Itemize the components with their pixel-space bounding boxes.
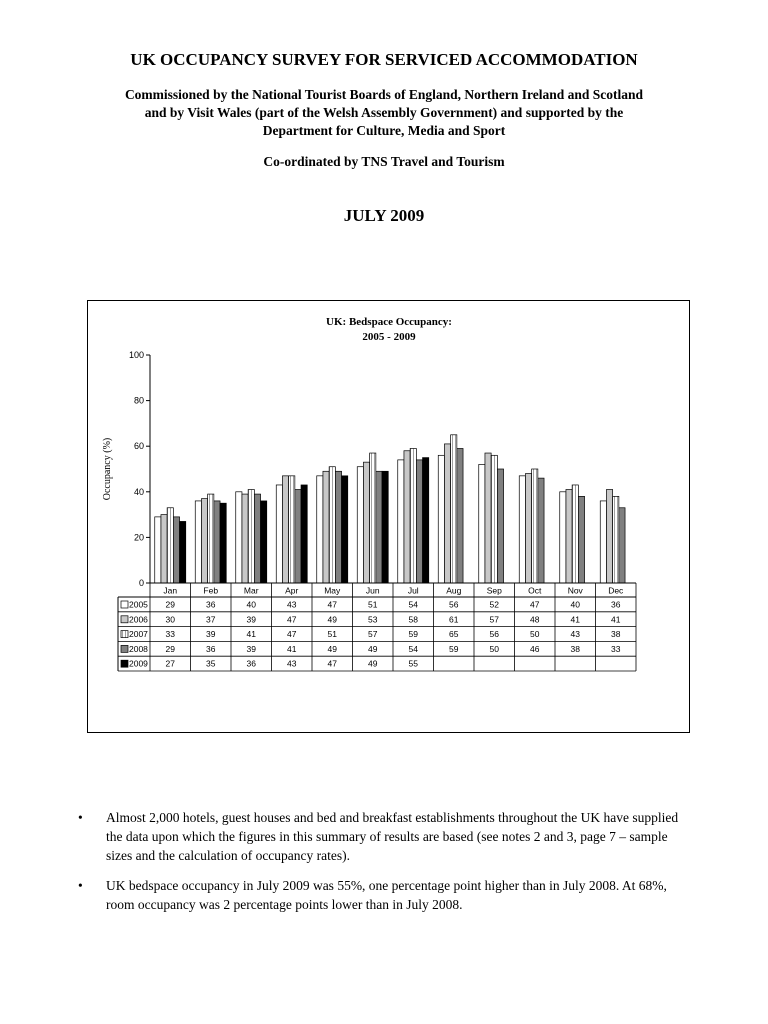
- bar-2007-Oct: [532, 469, 538, 583]
- bullet-marker: •: [78, 878, 83, 893]
- table-cell-value: 61: [449, 614, 459, 625]
- category-label: Mar: [243, 585, 259, 596]
- commissioned-by-text: [60, 86, 708, 140]
- table-cell-value: 36: [206, 643, 216, 654]
- bar-2006-Sep: [485, 453, 491, 583]
- table-cell-value: 43: [570, 629, 580, 640]
- table-cell-value: 51: [368, 599, 378, 610]
- document-title: UK OCCUPANCY SURVEY FOR SERVICED ACCOMMODATION: [130, 50, 638, 69]
- table-cell-value: 46: [530, 643, 540, 654]
- table-cell-value: 47: [327, 658, 337, 669]
- table-cell-value: 65: [449, 629, 459, 640]
- table-cell-value: 43: [287, 599, 297, 610]
- y-tick-label: 80: [133, 395, 144, 406]
- table-cell-value: 56: [489, 629, 499, 640]
- category-label: Feb: [203, 585, 219, 596]
- report-date: JULY 2009: [343, 206, 425, 225]
- commissioned-line: and by Visit Wales (part of the Welsh Assembly Government) and supported by the: [144, 105, 624, 120]
- bar-2007-Apr: [289, 476, 295, 583]
- commissioned-line: Department for Culture, Media and Sport: [262, 123, 506, 138]
- legend-swatch-2005: [121, 601, 128, 608]
- bar-2009-Jul: [423, 458, 429, 583]
- table-cell-value: 36: [611, 599, 621, 610]
- bar-2008-Jul: [416, 460, 422, 583]
- table-cell-value: 48: [530, 614, 540, 625]
- category-label: Nov: [567, 585, 583, 596]
- table-cell-value: 54: [408, 643, 418, 654]
- table-cell-value: 30: [165, 614, 175, 625]
- table-cell-value: 41: [611, 614, 621, 625]
- bar-2007-Jan: [167, 508, 173, 583]
- bar-2008-Dec: [619, 508, 625, 583]
- bar-2005-Aug: [438, 455, 444, 583]
- table-cell-value: 47: [287, 629, 297, 640]
- table-cell-value: 50: [489, 643, 499, 654]
- bullet-item: [78, 876, 693, 914]
- bar-2009-May: [342, 476, 348, 583]
- y-tick-label: 0: [138, 578, 144, 588]
- bar-2005-May: [317, 476, 323, 583]
- bar-2005-Feb: [195, 501, 201, 583]
- bar-2005-Jan: [155, 517, 161, 583]
- category-label: Sep: [486, 585, 502, 596]
- category-label: Aug: [446, 585, 462, 596]
- bar-2008-Sep: [497, 469, 503, 583]
- coordinated-by-text: Co-ordinated by TNS Travel and Tourism: [263, 154, 505, 169]
- y-axis-label: Occupancy (%): [102, 437, 113, 501]
- table-cell-value: 56: [449, 599, 459, 610]
- chart-title-line: 2005 - 2009: [362, 331, 416, 343]
- bar-2006-Nov: [566, 490, 572, 583]
- bar-2005-Nov: [560, 492, 566, 583]
- legend-label: 2007: [129, 629, 148, 640]
- category-label: Oct: [528, 585, 542, 596]
- bedspace-occupancy-chart: [88, 301, 689, 732]
- bar-2008-Jan: [173, 517, 179, 583]
- chart-title-line: UK: Bedspace Occupancy:: [326, 316, 452, 328]
- bar-2006-Dec: [606, 490, 612, 583]
- table-cell-value: 33: [611, 643, 621, 654]
- bar-2008-Nov: [578, 496, 584, 583]
- table-cell-value: 35: [206, 658, 216, 669]
- table-cell-value: 58: [408, 614, 418, 625]
- bar-2009-Apr: [301, 485, 307, 583]
- table-cell-value: 38: [611, 629, 621, 640]
- table-cell-value: 27: [165, 658, 175, 669]
- bar-2007-Mar: [248, 490, 254, 583]
- legend-label: 2008: [129, 643, 148, 654]
- bar-2009-Feb: [220, 503, 226, 583]
- bullet-item: [78, 808, 693, 865]
- table-cell-value: 29: [165, 599, 175, 610]
- bar-2005-Sep: [479, 464, 485, 583]
- table-cell-value: 36: [206, 599, 216, 610]
- y-tick-label: 20: [133, 532, 144, 543]
- bar-2007-Dec: [613, 496, 619, 583]
- bar-2009-Jan: [180, 521, 186, 583]
- bar-2007-Nov: [572, 485, 578, 583]
- table-cell-value: 39: [246, 643, 256, 654]
- bullet-list: [78, 808, 693, 925]
- table-cell-value: 57: [489, 614, 499, 625]
- table-cell-value: 49: [327, 614, 337, 625]
- bar-2006-Jan: [161, 515, 167, 583]
- bullet-marker: •: [78, 810, 83, 825]
- bar-2008-Feb: [214, 501, 220, 583]
- legend-swatch-2007: [121, 631, 128, 638]
- table-cell-value: 52: [489, 599, 499, 610]
- bar-2009-Jun: [382, 471, 388, 583]
- table-cell-value: 47: [530, 599, 540, 610]
- bar-2006-Aug: [444, 444, 450, 583]
- bar-2006-Jun: [363, 462, 369, 583]
- chart-frame: [87, 300, 690, 733]
- bar-2005-Oct: [519, 476, 525, 583]
- bullet-text: Almost 2,000 hotels, guest houses and bed and breakfast establishments throughout the UK have supplied the data upon which the figures in this summary of results are based (see notes 2 and 3, page 7 – sample sizes and the calculation of occupancy rates).: [106, 810, 679, 863]
- bar-2008-Oct: [538, 478, 544, 583]
- bar-2006-Mar: [242, 494, 248, 583]
- table-cell-value: 37: [206, 614, 216, 625]
- commissioned-line: Commissioned by the National Tourist Boards of England, Northern Ireland and Scotland: [124, 87, 644, 102]
- bar-2007-May: [329, 467, 335, 583]
- table-cell-value: 40: [570, 599, 580, 610]
- table-cell-value: 40: [246, 599, 256, 610]
- legend-label: 2006: [129, 614, 148, 625]
- category-label: May: [324, 585, 341, 596]
- table-cell-value: 41: [246, 629, 256, 640]
- bar-2009-Mar: [261, 501, 267, 583]
- bar-2005-Mar: [236, 492, 242, 583]
- table-cell-value: 57: [368, 629, 378, 640]
- table-cell-value: 49: [327, 643, 337, 654]
- table-cell-value: 51: [327, 629, 337, 640]
- bar-2006-Oct: [525, 474, 531, 583]
- y-tick-label: 40: [133, 486, 144, 497]
- table-cell-value: 47: [287, 614, 297, 625]
- legend-swatch-2008: [121, 645, 128, 652]
- table-cell-value: 55: [408, 658, 418, 669]
- table-cell-value: 39: [246, 614, 256, 625]
- category-label: Jul: [407, 585, 419, 596]
- legend-swatch-2006: [121, 616, 128, 623]
- bullet-text: UK bedspace occupancy in July 2009 was 55%, one percentage point higher than in July 2008. At 68%, room occupancy was 2 percentage points lower than in July 2008.: [106, 878, 667, 912]
- bar-2005-Dec: [600, 501, 606, 583]
- table-cell-value: 39: [206, 629, 216, 640]
- bar-2006-May: [323, 471, 329, 583]
- table-cell-value: 49: [368, 658, 378, 669]
- category-label: Apr: [285, 585, 299, 596]
- bar-2007-Aug: [451, 435, 457, 583]
- bar-2008-Jun: [376, 471, 382, 583]
- table-cell-value: 59: [408, 629, 418, 640]
- category-label: Jun: [365, 585, 380, 596]
- bar-2006-Apr: [282, 476, 288, 583]
- table-cell-value: 36: [246, 658, 256, 669]
- bar-2007-Sep: [491, 455, 497, 583]
- y-tick-label: 60: [133, 441, 144, 452]
- bar-2006-Jul: [404, 451, 410, 583]
- legend-swatch-2009: [121, 660, 128, 667]
- bar-2008-Mar: [254, 494, 260, 583]
- table-cell-value: 49: [368, 643, 378, 654]
- table-cell-value: 59: [449, 643, 459, 654]
- category-label: Dec: [608, 585, 624, 596]
- table-cell-value: 29: [165, 643, 175, 654]
- table-cell-value: 47: [327, 599, 337, 610]
- table-cell-value: 43: [287, 658, 297, 669]
- legend-label: 2005: [129, 599, 148, 610]
- table-cell-value: 53: [368, 614, 378, 625]
- bar-2008-Apr: [295, 490, 301, 583]
- bar-2008-Aug: [457, 448, 463, 583]
- bar-2008-May: [335, 471, 341, 583]
- bar-2007-Jul: [410, 448, 416, 583]
- table-cell-value: 54: [408, 599, 418, 610]
- table-cell-value: 50: [530, 629, 540, 640]
- bar-2005-Jun: [357, 467, 363, 583]
- table-cell-value: 41: [570, 614, 580, 625]
- category-label: Jan: [163, 585, 178, 596]
- table-cell-value: 41: [287, 643, 297, 654]
- bar-2007-Feb: [208, 494, 214, 583]
- bar-2007-Jun: [370, 453, 376, 583]
- bar-2005-Apr: [276, 485, 282, 583]
- table-cell-value: 33: [165, 629, 175, 640]
- legend-label: 2009: [129, 658, 148, 669]
- y-tick-label: 100: [128, 350, 144, 360]
- bar-2005-Jul: [398, 460, 404, 583]
- bar-2006-Feb: [201, 499, 207, 583]
- table-cell-value: 38: [570, 643, 580, 654]
